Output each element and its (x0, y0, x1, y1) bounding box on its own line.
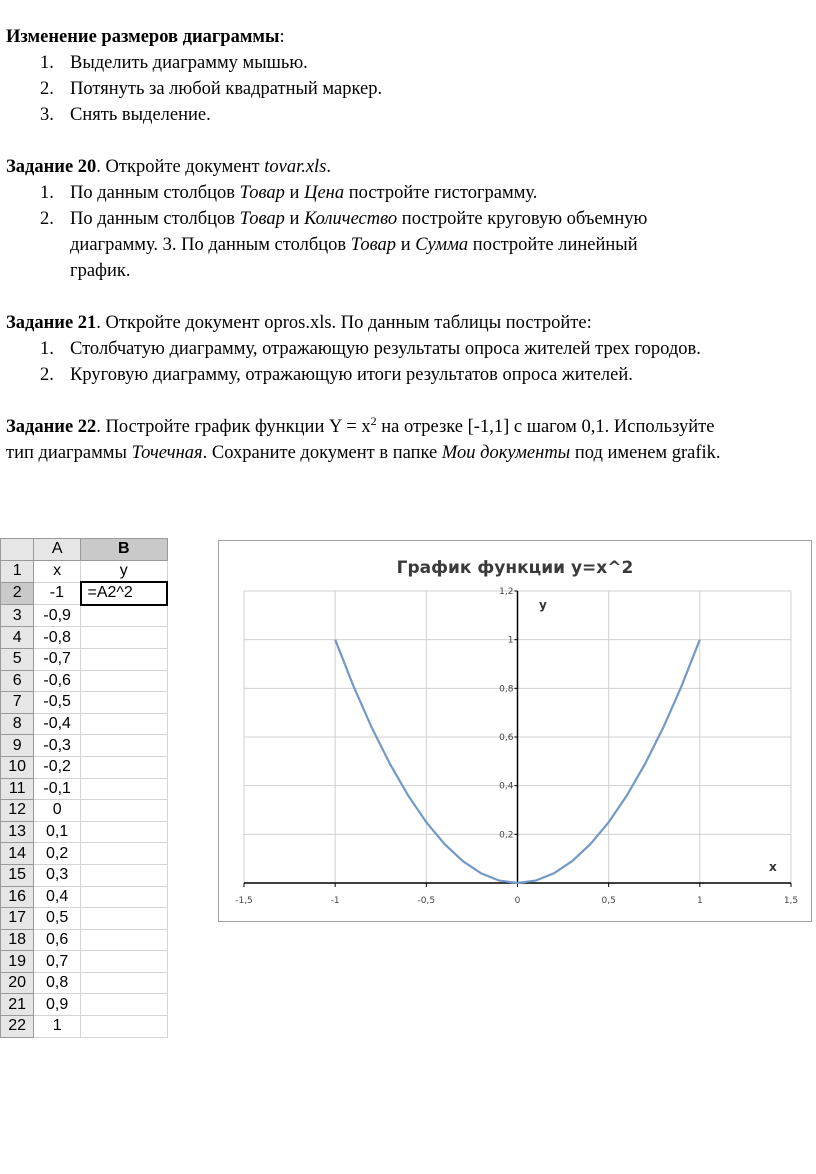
x-tick-label: 0 (514, 896, 521, 906)
cell[interactable]: -0,2 (34, 756, 81, 778)
cell[interactable] (81, 670, 168, 692)
table-row (1, 670, 168, 692)
document-text (6, 24, 812, 466)
table-row (1, 692, 168, 714)
x-tick-label: -1 (330, 896, 340, 906)
row-header[interactable]: 11 (1, 778, 34, 800)
row-header[interactable]: 6 (1, 670, 34, 692)
y-tick-label: 1 (507, 635, 514, 646)
cell[interactable]: -0,9 (34, 605, 81, 627)
select-all-corner[interactable] (1, 539, 34, 561)
table-row (1, 821, 168, 843)
table-row (1, 972, 168, 994)
x-tick-label: 1 (696, 896, 703, 906)
cell[interactable]: 1 (34, 1016, 81, 1038)
cell[interactable]: 0,9 (34, 994, 81, 1016)
chart-svg (219, 541, 811, 921)
cell[interactable]: 0,4 (34, 886, 81, 908)
table-row (1, 627, 168, 649)
cell[interactable] (81, 929, 168, 951)
row-header[interactable]: 5 (1, 648, 34, 670)
row-header[interactable]: 14 (1, 843, 34, 865)
table-row (1, 1016, 168, 1038)
cell[interactable] (81, 713, 168, 735)
table-row (1, 864, 168, 886)
cell[interactable]: 0,8 (34, 972, 81, 994)
y-tick-label: 0,4 (499, 781, 514, 792)
table-row (1, 560, 168, 582)
table-row (1, 735, 168, 757)
cell[interactable]: -0,5 (34, 692, 81, 714)
cell[interactable]: -0,1 (34, 778, 81, 800)
row-header[interactable]: 7 (1, 692, 34, 714)
x-axis-label: x (769, 860, 777, 874)
cell[interactable] (81, 843, 168, 865)
cell[interactable]: -0,6 (34, 670, 81, 692)
resize-steps (6, 50, 812, 128)
table-row (1, 908, 168, 930)
cell[interactable]: 0,5 (34, 908, 81, 930)
cell[interactable]: y (81, 560, 168, 582)
y-tick-label: 0,2 (499, 830, 514, 841)
cell[interactable] (81, 821, 168, 843)
table-row (1, 713, 168, 735)
cell[interactable]: 0,3 (34, 864, 81, 886)
row-header[interactable]: 3 (1, 605, 34, 627)
cell[interactable] (81, 1016, 168, 1038)
cell[interactable] (81, 800, 168, 822)
cell[interactable] (81, 994, 168, 1016)
x-tick-label: 1,5 (783, 896, 799, 906)
table-row (1, 951, 168, 973)
spreadsheet-grid (0, 538, 168, 1038)
cell[interactable]: x (34, 560, 81, 582)
active-cell[interactable]: =A2^2 (81, 582, 168, 605)
list-item: 2. Потянуть за любой квадратный маркер. (40, 79, 383, 99)
column-header-a[interactable]: A (34, 539, 81, 561)
column-header-row (1, 539, 168, 561)
list-item: 2. Круговую диаграмму, отражающую итоги результатов опроса жителей. (40, 365, 633, 385)
table-row (1, 582, 168, 605)
row-header[interactable]: 12 (1, 800, 34, 822)
chart-area[interactable] (218, 540, 812, 922)
row-header[interactable]: 2 (1, 582, 34, 605)
cell[interactable]: 0,2 (34, 843, 81, 865)
row-header[interactable]: 22 (1, 1016, 34, 1038)
cell[interactable] (81, 951, 168, 973)
cell[interactable] (81, 778, 168, 800)
row-header[interactable]: 15 (1, 864, 34, 886)
cell[interactable] (81, 756, 168, 778)
task21-heading: Задание 21. Откройте документ opros.xls. По данным таблицы постройте: (6, 313, 592, 333)
x-tick-label: -1,5 (235, 896, 253, 906)
list-item-continuation: график. (70, 261, 131, 281)
row-header[interactable]: 17 (1, 908, 34, 930)
cell[interactable]: -1 (34, 582, 81, 605)
row-header[interactable]: 13 (1, 821, 34, 843)
cell[interactable] (81, 627, 168, 649)
row-header[interactable]: 9 (1, 735, 34, 757)
task20-items (6, 180, 812, 284)
cell[interactable] (81, 692, 168, 714)
task22-line1: Задание 22. Постройте график функции $Y = x^2$ на отрезке [-1,1] с шагом 0,1. Используйте (6, 413, 715, 437)
row-header[interactable]: 20 (1, 972, 34, 994)
list-item-continuation: диаграмму. 3. По данным столбцов Товар и Сумма постройте линейный (70, 235, 638, 255)
row-header[interactable]: 16 (1, 886, 34, 908)
task21-items (6, 336, 812, 388)
list-item: 2. По данным столбцов Товар и Количество постройте круговую объемную (40, 209, 648, 229)
row-header[interactable]: 1 (1, 560, 34, 582)
table-row (1, 994, 168, 1016)
cell[interactable] (81, 886, 168, 908)
table-row (1, 886, 168, 908)
table-row (1, 756, 168, 778)
cell[interactable]: -0,7 (34, 648, 81, 670)
y-tick-label: 1,2 (499, 587, 514, 597)
row-header[interactable]: 4 (1, 627, 34, 649)
list-item: 1. Выделить диаграмму мышью. (40, 53, 308, 73)
x-tick-label: 0,5 (601, 896, 616, 906)
column-header-b[interactable]: B (81, 539, 168, 561)
table-row (1, 648, 168, 670)
resize-heading: Изменение размеров диаграммы: (6, 27, 285, 47)
cell[interactable]: 0,7 (34, 951, 81, 973)
row-header[interactable]: 19 (1, 951, 34, 973)
list-item: 1. По данным столбцов Товар и Цена постройте гистограмму. (40, 183, 538, 203)
cell[interactable] (81, 648, 168, 670)
x-tick-label: -0,5 (417, 896, 436, 906)
y-axis-label: y (539, 598, 547, 612)
table-row (1, 800, 168, 822)
cell[interactable] (81, 605, 168, 627)
y-tick-label: 0,8 (499, 684, 514, 695)
cell[interactable] (81, 908, 168, 930)
table-row (1, 929, 168, 951)
task20-heading: Задание 20. Откройте документ tovar.xls. (6, 157, 332, 177)
row-header[interactable]: 8 (1, 713, 34, 735)
list-item: 3. Снять выделение. (40, 105, 211, 125)
cell[interactable]: 0,6 (34, 929, 81, 951)
cell[interactable] (81, 735, 168, 757)
table-row (1, 778, 168, 800)
cell[interactable] (81, 864, 168, 886)
chart-title: График функции y=x^2 (396, 558, 634, 578)
task22-line2: тип диаграммы Точечная. Сохраните документ в папке Мои документы под именем grafik. (6, 443, 721, 463)
cell[interactable]: -0,8 (34, 627, 81, 649)
y-tick-label: 0,6 (499, 733, 514, 743)
cell[interactable]: -0,4 (34, 713, 81, 735)
spreadsheet (0, 538, 168, 1038)
row-header[interactable]: 21 (1, 994, 34, 1016)
table-row (1, 843, 168, 865)
table-row (1, 605, 168, 627)
row-header[interactable]: 10 (1, 756, 34, 778)
list-item: 1. Столбчатую диаграмму, отражающую результаты опроса жителей трех городов. (40, 339, 701, 359)
row-header[interactable]: 18 (1, 929, 34, 951)
cell[interactable]: -0,3 (34, 735, 81, 757)
cell[interactable]: 0 (34, 800, 81, 822)
cell[interactable] (81, 972, 168, 994)
cell[interactable]: 0,1 (34, 821, 81, 843)
